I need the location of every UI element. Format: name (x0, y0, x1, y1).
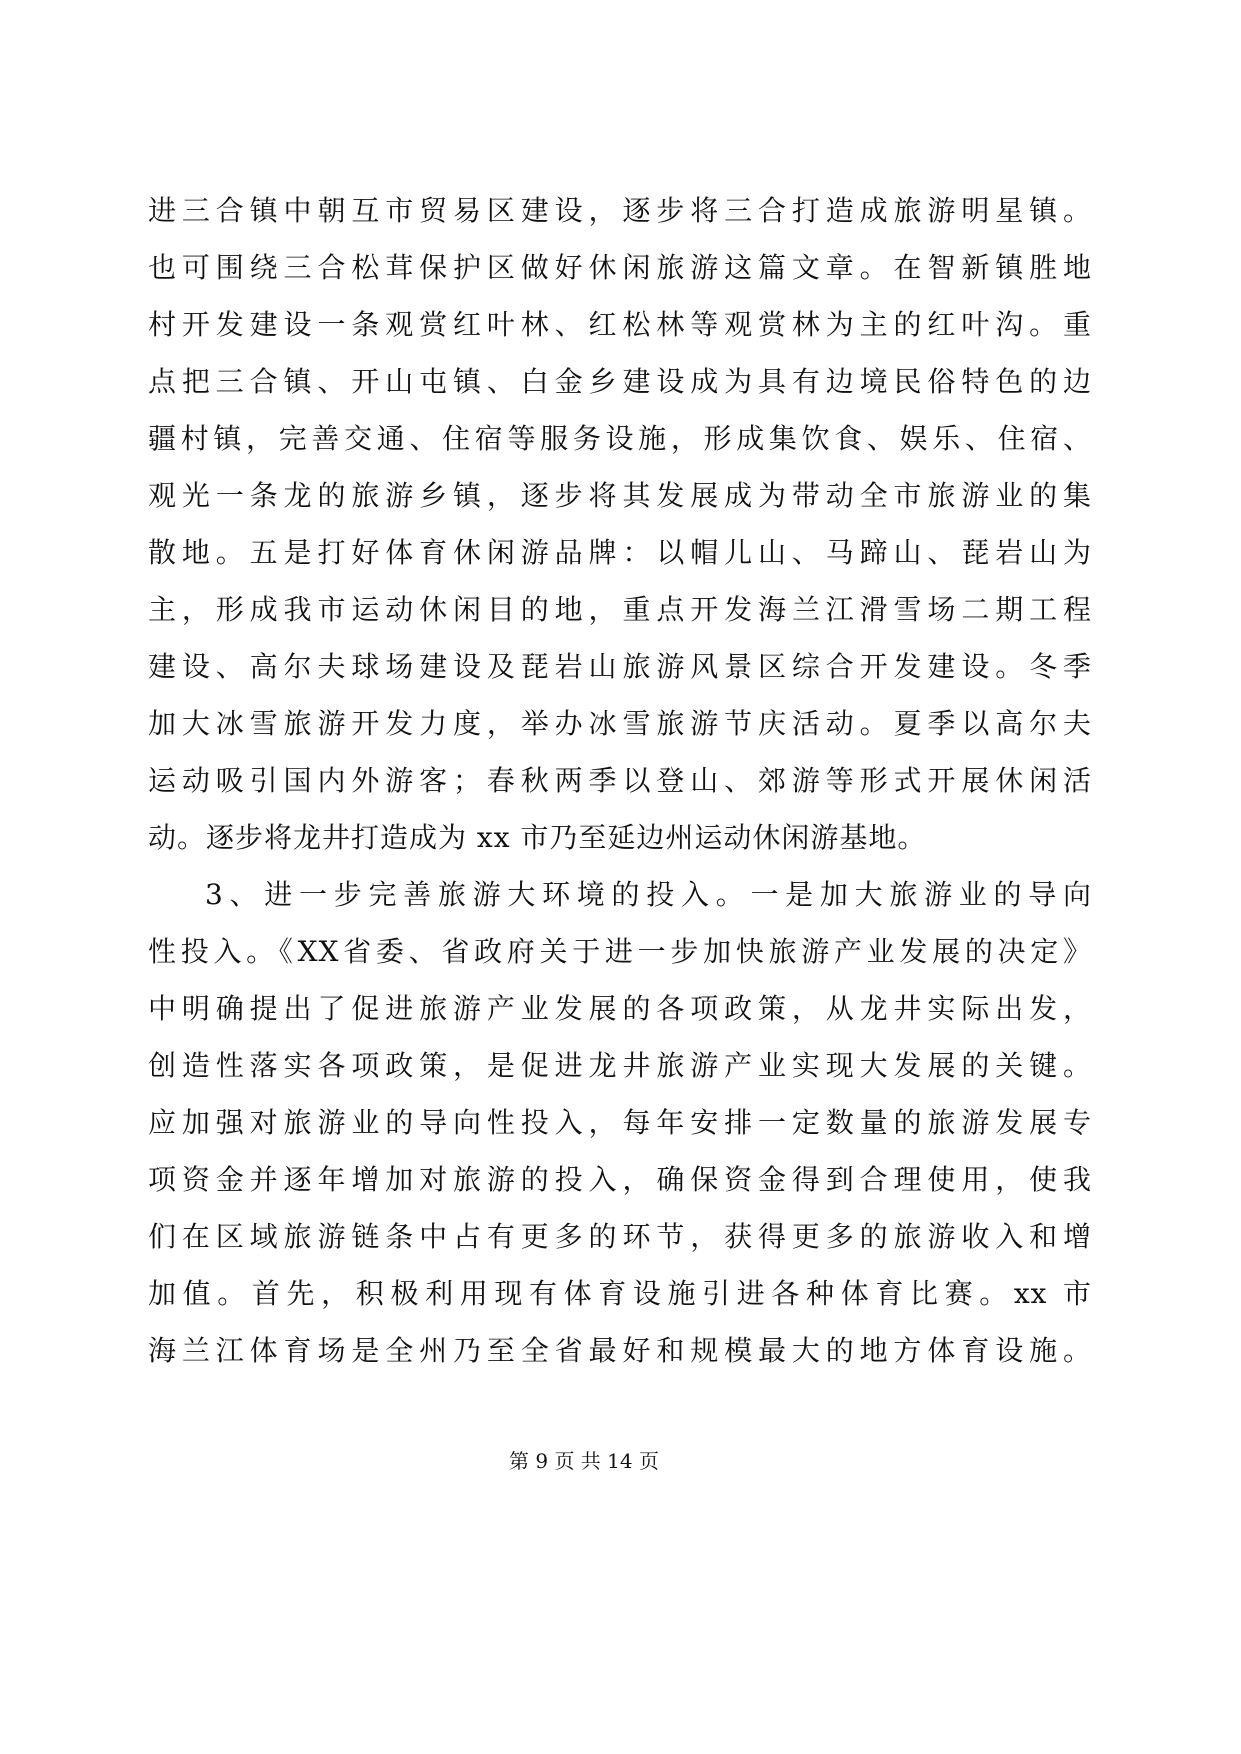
page-footer (474, 1446, 694, 1476)
text-line: 运动吸引国内外游客；春秋两季以登山、郊游等形式开展休闲活 (148, 764, 1092, 797)
text-line: 中明确提出了促进旅游产业发展的各项政策，从龙井实际出发， (148, 992, 1092, 1025)
text-line: 主，形成我市运动休闲目的地，重点开发海兰江滑雪场二期工程 (148, 593, 1092, 626)
text-line: 应加强对旅游业的导向性投入，每年安排一定数量的旅游发展专 (148, 1106, 1092, 1139)
text-line: 创造性落实各项政策，是促进龙井旅游产业实现大发展的关键。 (148, 1049, 1092, 1082)
text-line: 性投入。《XX省委、省政府关于进一步加快旅游产业发展的决定》 (148, 935, 1092, 968)
text-line: 进三合镇中朝互市贸易区建设，逐步将三合打造成旅游明星镇。 (148, 194, 1092, 227)
text-line: 加大冰雪旅游开发力度，举办冰雪旅游节庆活动。夏季以高尔夫 (148, 707, 1092, 740)
text-line: 3、进一步完善旅游大环境的投入。一是加大旅游业的导向 (205, 878, 1092, 911)
document-body (148, 182, 1092, 1379)
text-line: 们在区域旅游链条中占有更多的环节，获得更多的旅游收入和增 (148, 1220, 1092, 1253)
paragraph (148, 182, 1092, 866)
text-line: 海兰江体育场是全州乃至全省最好和规模最大的地方体育设施。 (148, 1334, 1092, 1367)
page-number-label: 第 9 页 共 14 页 (509, 1449, 659, 1473)
text-line: 建设、高尔夫球场建设及琵岩山旅游风景区综合开发建设。冬季 (148, 650, 1092, 683)
paragraph (148, 866, 1092, 1379)
text-line: 点把三合镇、开山屯镇、白金乡建设成为具有边境民俗特色的边 (148, 365, 1092, 398)
text-line: 动。逐步将龙井打造成为 xx 市乃至延边州运动休闲游基地。 (148, 821, 927, 854)
text-line: 也可围绕三合松茸保护区做好休闲旅游这篇文章。在智新镇胜地 (148, 251, 1092, 284)
text-line: 村开发建设一条观赏红叶林、红松林等观赏林为主的红叶沟。重 (148, 308, 1092, 341)
text-line: 观光一条龙的旅游乡镇，逐步将其发展成为带动全市旅游业的集 (148, 479, 1092, 512)
text-line: 项资金并逐年增加对旅游的投入，确保资金得到合理使用，使我 (148, 1163, 1092, 1196)
text-line: 散地。五是打好体育休闲游品牌：以帽儿山、马蹄山、琵岩山为 (148, 536, 1092, 569)
text-line: 疆村镇，完善交通、住宿等服务设施，形成集饮食、娱乐、住宿、 (148, 422, 1092, 455)
text-line: 加值。首先，积极利用现有体育设施引进各种体育比赛。xx 市 (148, 1277, 1092, 1310)
